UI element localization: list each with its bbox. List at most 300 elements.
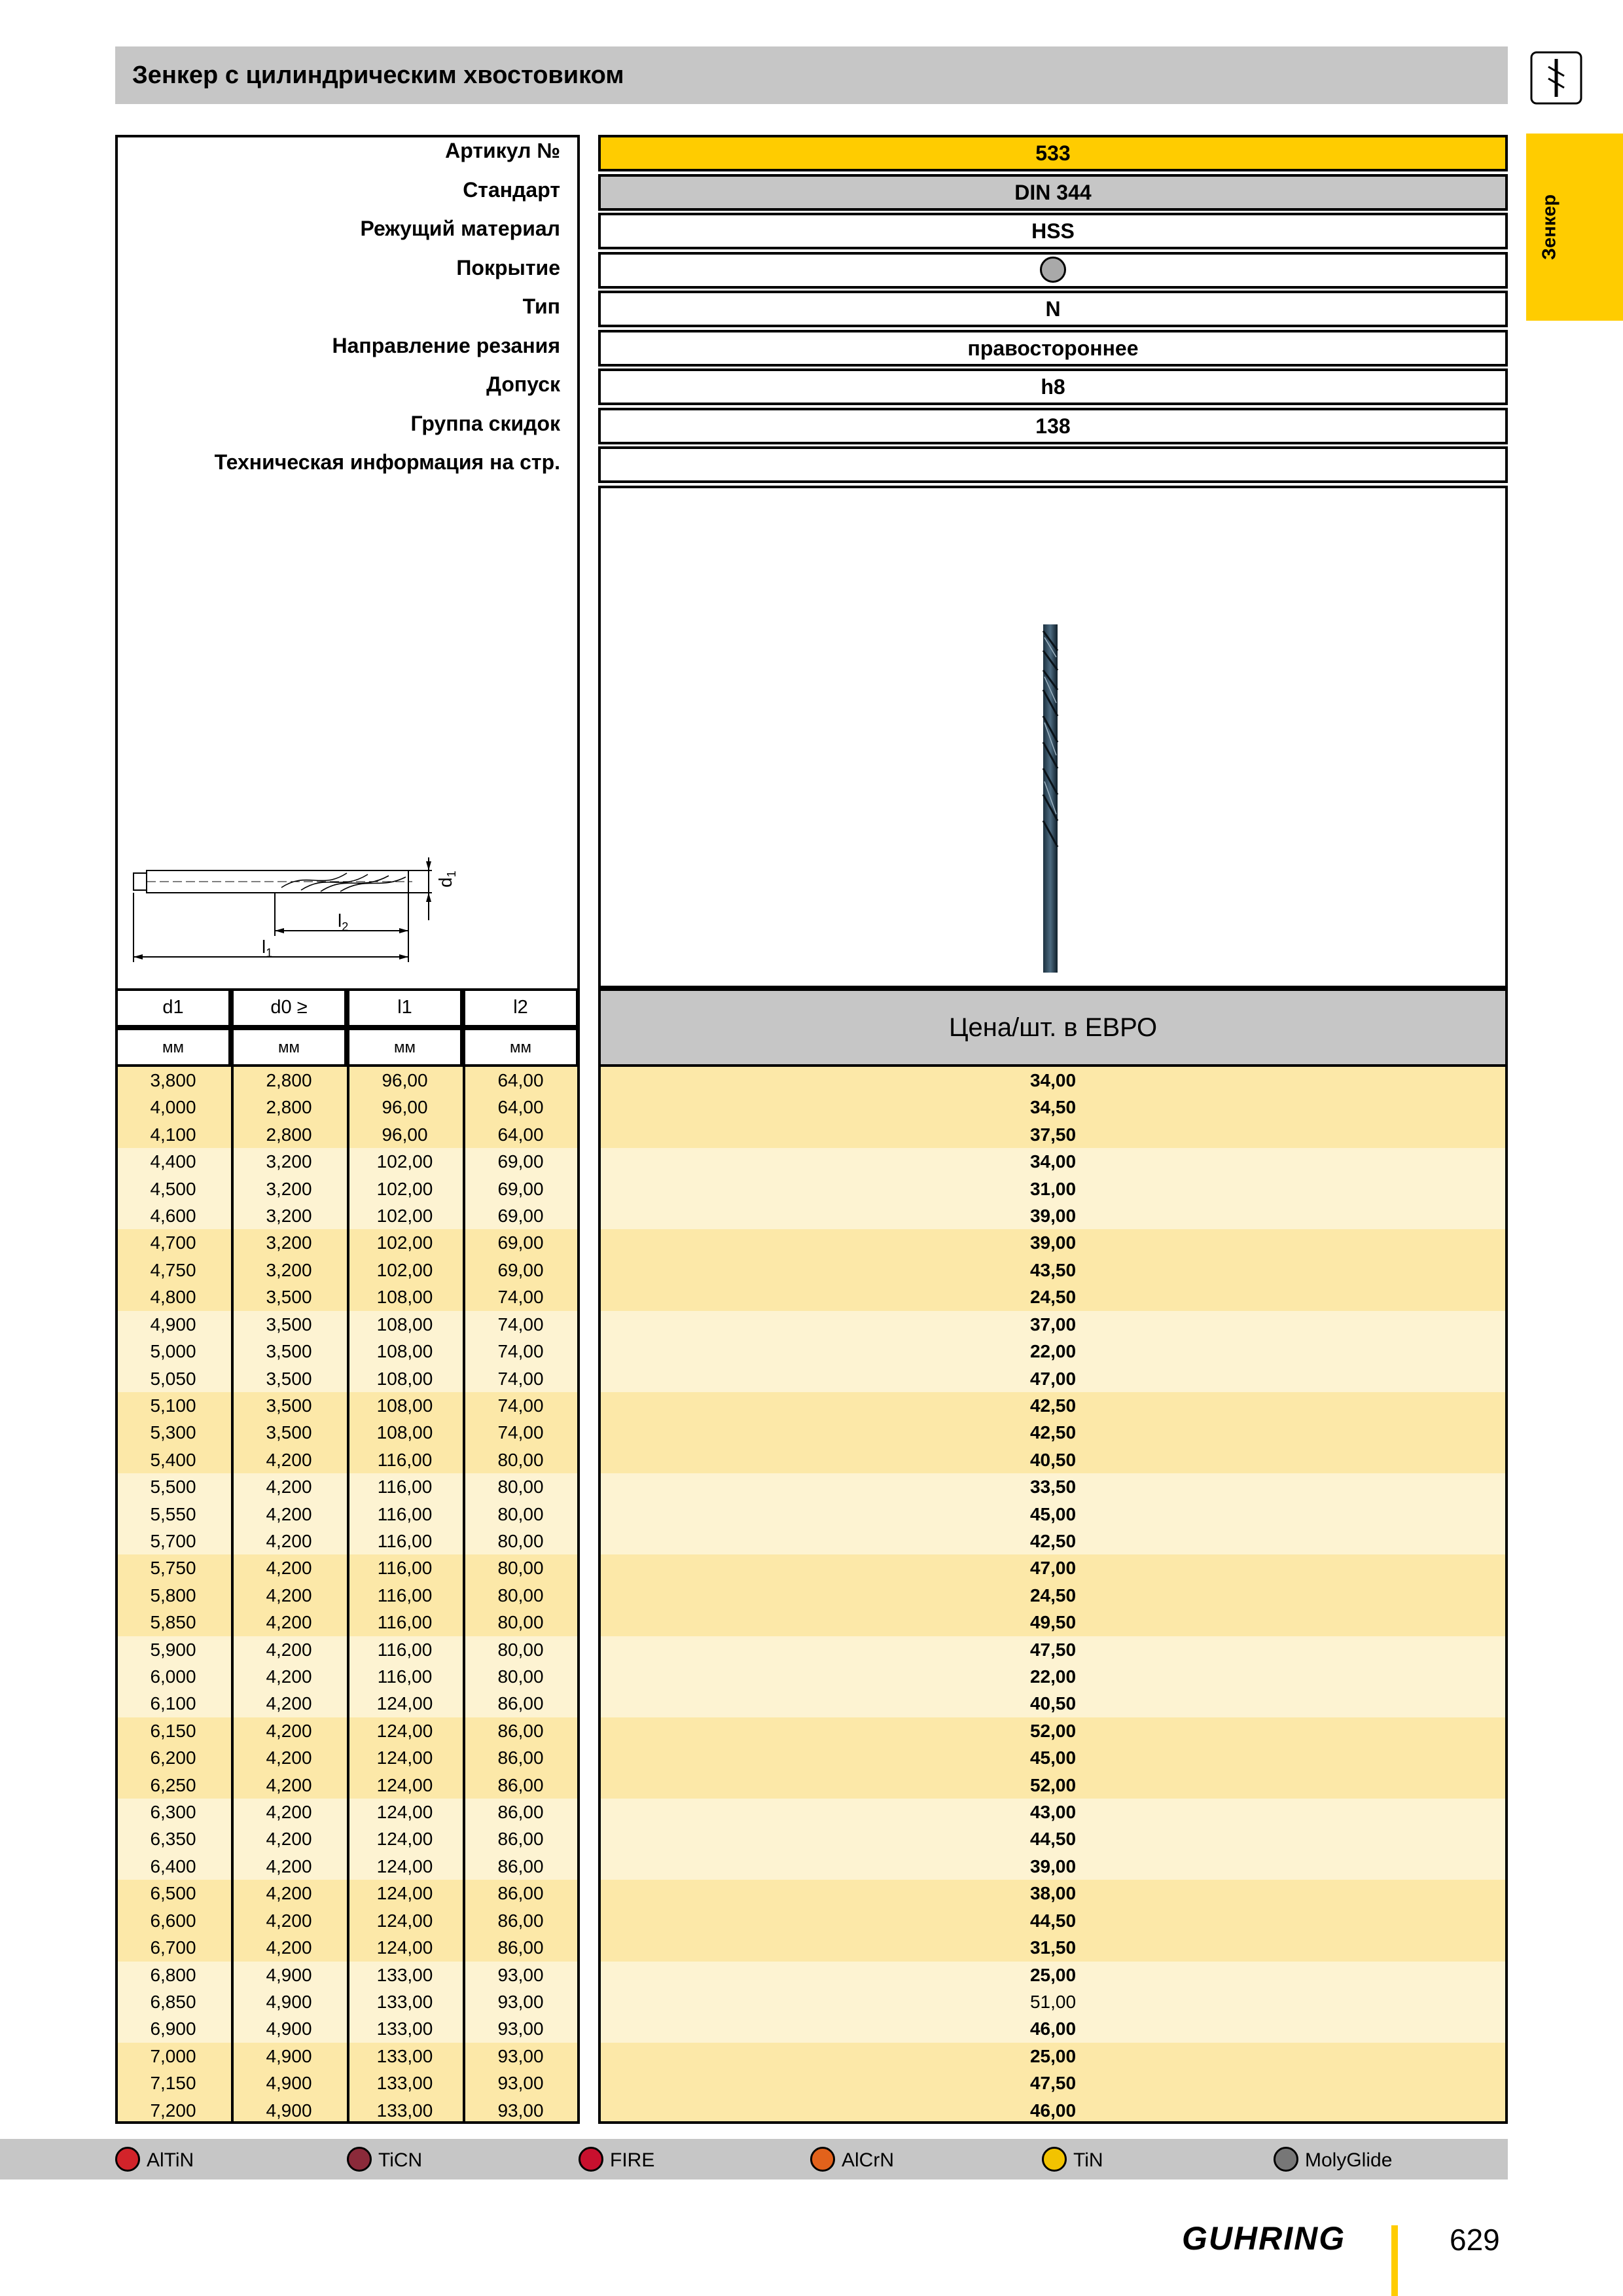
table-cell: 124,00 [376, 1720, 433, 1741]
price-cell: 49,50 [1029, 1612, 1077, 1633]
table-cell: 74,00 [497, 1395, 544, 1416]
price-cell: 43,00 [1029, 1802, 1077, 1823]
price-cell: 24,50 [1029, 1585, 1077, 1605]
table-row [115, 1554, 1508, 1581]
table-cell: 4,900 [150, 1314, 196, 1335]
table-row [115, 1175, 1508, 1202]
legend-item [1274, 2139, 1470, 2179]
table-cell: 6,400 [150, 1856, 196, 1876]
table-cell: 124,00 [376, 1910, 433, 1931]
attribute-label: Стандарт [463, 177, 560, 202]
table-cell: 6,850 [150, 1991, 196, 2012]
table-row [115, 1094, 1508, 1121]
price-cell: 44,50 [1029, 1910, 1077, 1931]
table-cell: 6,300 [150, 1802, 196, 1823]
table-cell: 102,00 [376, 1178, 433, 1199]
price-cell: 24,50 [1029, 1287, 1077, 1308]
table-cell: 102,00 [376, 1206, 433, 1227]
table-row [115, 1609, 1508, 1636]
price-cell: 34,00 [1029, 1151, 1077, 1172]
table-cell: 64,00 [497, 1097, 544, 1118]
table-row [115, 1582, 1508, 1609]
table-row [115, 1446, 1508, 1473]
table-row [115, 1799, 1508, 1825]
price-cell: 39,00 [1029, 1206, 1077, 1227]
table-cell: 69,00 [497, 1178, 544, 1199]
price-header: Цена/шт. в ЕВРО [598, 988, 1508, 1067]
table-row [115, 1501, 1508, 1528]
table-cell: 133,00 [376, 2073, 433, 2094]
table-cell: 4,200 [266, 1612, 312, 1633]
table-row [115, 1962, 1508, 1988]
column-header: l1 [347, 988, 463, 1028]
legend-label: MolyGlide [1305, 2149, 1393, 2171]
table-row [115, 1202, 1508, 1229]
table-cell: 80,00 [497, 1503, 544, 1524]
table-cell: 4,200 [266, 1883, 312, 1904]
d1-label: $d_1$ [435, 870, 458, 888]
table-cell: 4,900 [266, 2045, 312, 2066]
attribute-label: Направление резания [332, 333, 560, 357]
table-cell: 80,00 [497, 1612, 544, 1633]
column-unit: мм [463, 1028, 579, 1067]
table-cell: 6,250 [150, 1774, 196, 1795]
column-divider [347, 1067, 349, 2124]
table-cell: 124,00 [376, 1802, 433, 1823]
column-divider [231, 1067, 234, 2124]
table-header-left [115, 988, 580, 1067]
table-row [115, 1311, 1508, 1338]
table-cell: 6,600 [150, 1910, 196, 1931]
legend-label: FIRE [610, 2149, 655, 2171]
table-cell: 4,100 [150, 1124, 196, 1145]
l1-label: $l_1$ [262, 937, 273, 960]
price-cell: 42,50 [1029, 1395, 1077, 1416]
product-photo-box [598, 486, 1508, 988]
table-cell: 5,900 [150, 1639, 196, 1660]
table-cell: 86,00 [497, 1720, 544, 1741]
altin-coating-icon [115, 2147, 140, 2172]
price-cell: 34,00 [1029, 1070, 1077, 1090]
table-cell: 86,00 [497, 1829, 544, 1850]
legend-label: AlCrN [842, 2149, 894, 2171]
table-cell: 93,00 [497, 2045, 544, 2066]
table-row [115, 1636, 1508, 1663]
table-cell: 74,00 [497, 1287, 544, 1308]
table-cell: 86,00 [497, 1802, 544, 1823]
table-row [115, 1880, 1508, 1907]
table-cell: 74,00 [497, 1368, 544, 1389]
column-header: d0 ≥ [231, 988, 347, 1028]
price-cell: 31,50 [1029, 1937, 1077, 1958]
attribute-value: h8 [598, 368, 1508, 405]
table-cell: 116,00 [377, 1449, 433, 1470]
table-cell: 74,00 [497, 1314, 544, 1335]
table-row [115, 1338, 1508, 1365]
table-cell: 64,00 [497, 1124, 544, 1145]
page-number: 629 [1450, 2223, 1500, 2257]
table-cell: 4,500 [150, 1178, 196, 1199]
table-row [115, 1690, 1508, 1717]
table-cell: 3,800 [150, 1070, 196, 1090]
table-cell: 5,850 [150, 1612, 196, 1633]
table-cell: 133,00 [376, 2045, 433, 2066]
table-cell: 64,00 [497, 1070, 544, 1090]
table-cell: 3,200 [266, 1259, 312, 1280]
table-row [115, 1528, 1508, 1554]
table-cell: 74,00 [497, 1341, 544, 1362]
table-cell: 80,00 [497, 1449, 544, 1470]
attribute-label: Группа скидок [410, 411, 560, 435]
table-cell: 5,700 [150, 1530, 196, 1551]
table-cell: 4,900 [266, 1964, 312, 1985]
attribute-label: Режущий материал [360, 217, 560, 240]
attribute-value: 138 [598, 408, 1508, 444]
table-cell: 6,700 [150, 1937, 196, 1958]
table-cell: 4,200 [266, 1449, 312, 1470]
table-row [115, 1392, 1508, 1419]
table-row [115, 1907, 1508, 1934]
table-cell: 133,00 [376, 1964, 433, 1985]
table-cell: 7,150 [150, 2073, 196, 2094]
table-cell: 102,00 [376, 1259, 433, 1280]
table-cell: 86,00 [497, 1856, 544, 1876]
table-cell: 4,200 [266, 1829, 312, 1850]
attribute-label: Артикул № [445, 139, 560, 162]
table-cell: 80,00 [497, 1666, 544, 1687]
price-cell: 22,00 [1029, 1341, 1077, 1362]
attribute-value: 533 [598, 135, 1508, 171]
table-cell: 4,200 [266, 1937, 312, 1958]
column-unit: мм [347, 1028, 463, 1067]
table-cell: 2,800 [266, 1097, 312, 1118]
table-cell: 6,200 [150, 1748, 196, 1768]
table-cell: 4,200 [266, 1856, 312, 1876]
table-cell: 80,00 [497, 1477, 544, 1498]
table-cell: 96,00 [382, 1097, 428, 1118]
table-row [115, 2015, 1508, 2042]
price-cell: 47,50 [1029, 2073, 1077, 2094]
table-cell: 6,000 [150, 1666, 196, 1687]
attribute-value: правостороннее [598, 330, 1508, 367]
table-cell: 3,500 [266, 1287, 312, 1308]
table-cell: 93,00 [497, 2100, 544, 2121]
table-row [115, 1419, 1508, 1446]
table-cell: 7,000 [150, 2045, 196, 2066]
table-cell: 133,00 [376, 1991, 433, 2012]
table-cell: 4,800 [150, 1287, 196, 1308]
price-cell: 33,50 [1029, 1477, 1077, 1498]
legend-item [1042, 2139, 1238, 2179]
title-bar [115, 46, 1508, 104]
table-cell: 80,00 [497, 1530, 544, 1551]
legend-item [810, 2139, 1007, 2179]
table-cell: 93,00 [497, 1991, 544, 2012]
price-cell: 47,00 [1029, 1368, 1077, 1389]
table-cell: 3,500 [266, 1368, 312, 1389]
table-cell: 4,200 [266, 1802, 312, 1823]
table-cell: 5,550 [150, 1503, 196, 1524]
table-cell: 124,00 [376, 1937, 433, 1958]
price-cell: 34,50 [1029, 1097, 1077, 1118]
table-cell: 6,500 [150, 1883, 196, 1904]
table-cell: 6,900 [150, 2018, 196, 2039]
fire-coating-icon [579, 2147, 603, 2172]
price-cell: 39,00 [1029, 1856, 1077, 1876]
column-header: l2 [463, 988, 579, 1028]
table-cell: 86,00 [497, 1774, 544, 1795]
table-cell: 4,750 [150, 1259, 196, 1280]
table-cell: 4,200 [266, 1748, 312, 1768]
table-cell: 3,500 [266, 1341, 312, 1362]
table-cell: 124,00 [376, 1829, 433, 1850]
tin-coating-icon [1042, 2147, 1067, 2172]
table-cell: 2,800 [266, 1070, 312, 1090]
column-unit: мм [115, 1028, 231, 1067]
page-title: Зенкер с цилиндрическим хвостовиком [132, 62, 624, 89]
table-cell: 5,800 [150, 1585, 196, 1605]
attribute-label: Техническая информация на стр. [214, 450, 560, 474]
column-unit: мм [231, 1028, 347, 1067]
attribute-value: HSS [598, 213, 1508, 249]
table-row [115, 1148, 1508, 1175]
price-cell: 42,50 [1029, 1530, 1077, 1551]
attribute-value: DIN 344 [598, 174, 1508, 211]
table-cell: 3,200 [266, 1151, 312, 1172]
ticn-coating-icon [347, 2147, 372, 2172]
table-cell: 4,200 [266, 1720, 312, 1741]
table-cell: 108,00 [376, 1287, 433, 1308]
table-cell: 86,00 [497, 1883, 544, 1904]
brand-accent-bar [1391, 2225, 1398, 2296]
table-cell: 3,200 [266, 1178, 312, 1199]
price-cell: 52,00 [1029, 1774, 1077, 1795]
legend-label: TiN [1073, 2149, 1103, 2171]
table-cell: 108,00 [376, 1395, 433, 1416]
table-cell: 133,00 [376, 2100, 433, 2121]
table-cell: 2,800 [266, 1124, 312, 1145]
table-row [115, 1229, 1508, 1256]
table-cell: 116,00 [377, 1585, 433, 1605]
table-row [115, 1257, 1508, 1283]
table-cell: 3,500 [266, 1314, 312, 1335]
table-cell: 3,500 [266, 1395, 312, 1416]
price-cell: 22,00 [1029, 1666, 1077, 1687]
legend-item [579, 2139, 775, 2179]
price-cell: 31,00 [1029, 1178, 1077, 1199]
legend-label: TiCN [378, 2149, 423, 2171]
table-row [115, 1067, 1508, 1094]
column-divider [463, 1067, 465, 2124]
table-cell: 3,200 [266, 1232, 312, 1253]
table-cell: 7,200 [150, 2100, 196, 2121]
table-cell: 5,400 [150, 1449, 196, 1470]
table-cell: 108,00 [376, 1314, 433, 1335]
table-row [115, 1772, 1508, 1799]
table-cell: 80,00 [497, 1585, 544, 1605]
table-cell: 124,00 [376, 1693, 433, 1714]
table-cell: 80,00 [497, 1558, 544, 1579]
table-cell: 5,500 [150, 1477, 196, 1498]
price-cell: 40,50 [1029, 1449, 1077, 1470]
table-cell: 102,00 [376, 1151, 433, 1172]
table-cell: 5,050 [150, 1368, 196, 1389]
table-row [115, 1365, 1508, 1392]
attribute-label: Тип [522, 295, 560, 318]
price-cell: 47,00 [1029, 1558, 1077, 1579]
table-cell: 3,500 [266, 1422, 312, 1443]
table-cell: 102,00 [376, 1232, 433, 1253]
table-cell: 6,800 [150, 1964, 196, 1985]
price-cell: 40,50 [1029, 1693, 1077, 1714]
table-cell: 69,00 [497, 1151, 544, 1172]
technical-drawing [124, 844, 576, 982]
l2-label: $l_2$ [338, 910, 349, 933]
table-cell: 108,00 [376, 1422, 433, 1443]
table-cell: 4,200 [266, 1585, 312, 1605]
table-cell: 124,00 [376, 1774, 433, 1795]
table-cell: 4,200 [266, 1639, 312, 1660]
table-cell: 74,00 [497, 1422, 544, 1443]
table-cell: 93,00 [497, 2073, 544, 2094]
table-row [115, 1283, 1508, 1310]
price-cell: 51,00 [1029, 1991, 1077, 2012]
legend-label: AlTiN [147, 2149, 194, 2171]
table-row [115, 2070, 1508, 2096]
table-cell: 4,200 [266, 1693, 312, 1714]
table-cell: 93,00 [497, 2018, 544, 2039]
table-cell: 86,00 [497, 1910, 544, 1931]
legend-item [347, 2139, 543, 2179]
dimension-price-table [115, 1067, 1508, 2124]
price-cell: 25,00 [1029, 1964, 1077, 1985]
table-row [115, 1744, 1508, 1771]
table-row [115, 1717, 1508, 1744]
coating-legend [0, 2139, 1508, 2179]
price-cell: 37,00 [1029, 1314, 1077, 1335]
table-cell: 124,00 [376, 1883, 433, 1904]
price-cell: 37,50 [1029, 1124, 1077, 1145]
table-row [115, 1825, 1508, 1852]
table-row [115, 1988, 1508, 2015]
table-cell: 133,00 [376, 2018, 433, 2039]
table-cell: 4,200 [266, 1503, 312, 1524]
table-cell: 4,200 [266, 1774, 312, 1795]
table-cell: 6,100 [150, 1693, 196, 1714]
coating-none-icon [1040, 257, 1066, 283]
table-cell: 5,300 [150, 1422, 196, 1443]
attribute-label: Покрытие [456, 255, 560, 279]
table-cell: 5,100 [150, 1395, 196, 1416]
price-cell: 45,00 [1029, 1503, 1077, 1524]
table-cell: 4,900 [266, 2073, 312, 2094]
attribute-value [598, 252, 1508, 289]
countersink-category-icon [1527, 50, 1585, 106]
table-cell: 4,200 [266, 1910, 312, 1931]
table-row [115, 1121, 1508, 1148]
table-cell: 93,00 [497, 1964, 544, 1985]
brand-logo: GUHRING [1182, 2220, 1346, 2257]
table-cell: 108,00 [376, 1368, 433, 1389]
table-row [115, 1663, 1508, 1690]
table-cell: 4,900 [266, 2100, 312, 2121]
table-cell: 116,00 [377, 1612, 433, 1633]
table-cell: 4,000 [150, 1097, 196, 1118]
price-cell: 45,00 [1029, 1748, 1077, 1768]
table-cell: 116,00 [377, 1666, 433, 1687]
table-row [115, 2043, 1508, 2070]
attribute-value [598, 446, 1508, 483]
table-cell: 4,900 [266, 2018, 312, 2039]
countersink-product-image [1035, 624, 1065, 973]
attribute-value: N [598, 291, 1508, 327]
table-cell: 6,150 [150, 1720, 196, 1741]
table-cell: 3,200 [266, 1206, 312, 1227]
price-cell: 46,00 [1029, 2100, 1077, 2121]
price-cell: 38,00 [1029, 1883, 1077, 1904]
table-cell: 116,00 [377, 1639, 433, 1660]
table-cell: 5,750 [150, 1558, 196, 1579]
table-cell: 5,000 [150, 1341, 196, 1362]
table-cell: 69,00 [497, 1206, 544, 1227]
table-cell: 86,00 [497, 1937, 544, 1958]
price-cell: 43,50 [1029, 1259, 1077, 1280]
table-cell: 108,00 [376, 1341, 433, 1362]
table-cell: 4,900 [266, 1991, 312, 2012]
table-row [115, 1853, 1508, 1880]
table-cell: 69,00 [497, 1259, 544, 1280]
table-cell: 96,00 [382, 1070, 428, 1090]
table-cell: 124,00 [376, 1748, 433, 1768]
legend-item [115, 2139, 312, 2179]
column-header: d1 [115, 988, 231, 1028]
table-cell: 80,00 [497, 1639, 544, 1660]
table-cell: 86,00 [497, 1693, 544, 1714]
price-cell: 52,00 [1029, 1720, 1077, 1741]
table-cell: 116,00 [377, 1503, 433, 1524]
table-cell: 124,00 [376, 1856, 433, 1876]
table-cell: 86,00 [497, 1748, 544, 1768]
molyglide-coating-icon [1274, 2147, 1298, 2172]
table-cell: 4,700 [150, 1232, 196, 1253]
table-cell: 4,200 [266, 1558, 312, 1579]
price-cell: 47,50 [1029, 1639, 1077, 1660]
table-cell: 96,00 [382, 1124, 428, 1145]
price-cell: 39,00 [1029, 1232, 1077, 1253]
side-tab-label: Зенкер [1539, 194, 1560, 260]
price-cell: 25,00 [1029, 2045, 1077, 2066]
table-cell: 116,00 [377, 1558, 433, 1579]
price-cell: 46,00 [1029, 2018, 1077, 2039]
price-cell: 42,50 [1029, 1422, 1077, 1443]
alcrn-coating-icon [810, 2147, 835, 2172]
table-cell: 4,200 [266, 1477, 312, 1498]
table-row [115, 2097, 1508, 2124]
price-cell: 44,50 [1029, 1829, 1077, 1850]
table-cell: 4,600 [150, 1206, 196, 1227]
table-cell: 116,00 [377, 1530, 433, 1551]
table-cell: 4,200 [266, 1530, 312, 1551]
table-cell: 4,400 [150, 1151, 196, 1172]
table-cell: 4,200 [266, 1666, 312, 1687]
table-cell: 116,00 [377, 1477, 433, 1498]
side-category-tab[interactable] [1526, 134, 1623, 321]
table-row [115, 1473, 1508, 1500]
attribute-label: Допуск [486, 372, 560, 396]
table-cell: 6,350 [150, 1829, 196, 1850]
table-cell: 69,00 [497, 1232, 544, 1253]
table-row [115, 1934, 1508, 1961]
